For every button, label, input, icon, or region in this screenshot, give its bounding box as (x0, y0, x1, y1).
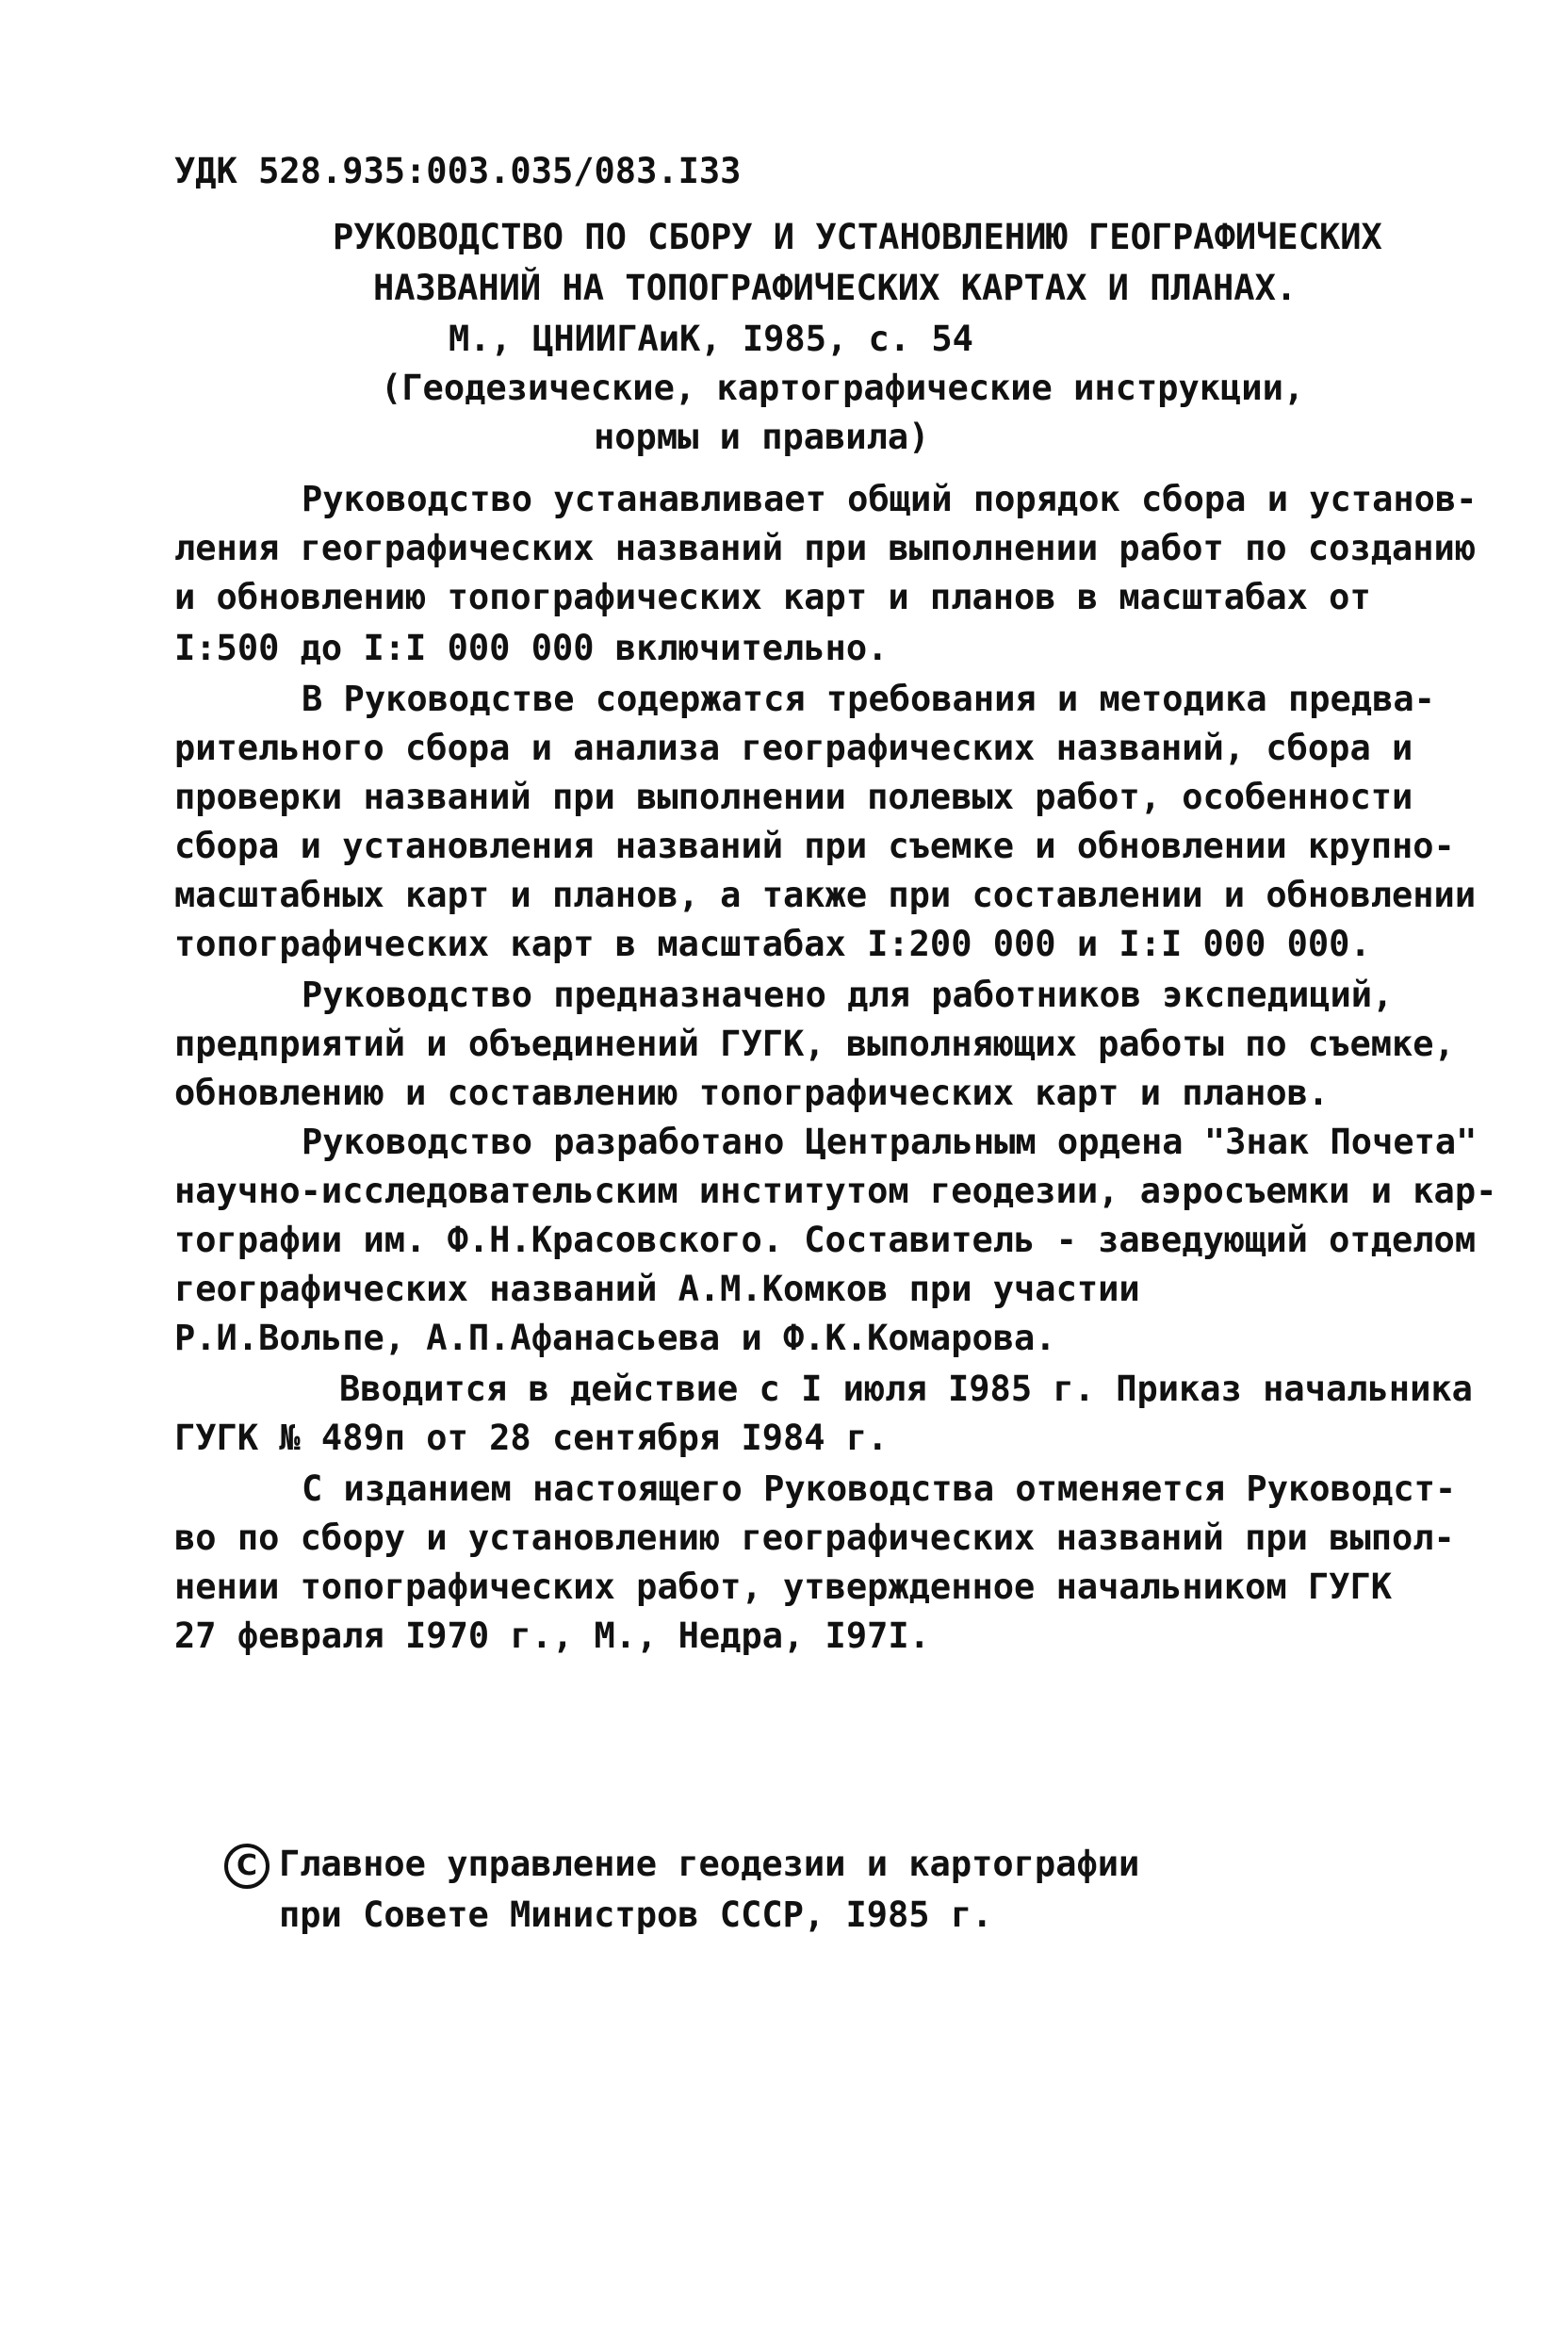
title-line-1: РУКОВОДСТВО ПО СБОРУ И УСТАНОВЛЕНИЮ ГЕОГРАФИЧЕСКИХ (333, 217, 1382, 257)
body-line: масштабных карт и планов, а также при составлении и обновлении (174, 875, 1477, 915)
body-line: Р.И.Вольпе, А.П.Афанасьева и Ф.К.Комарова. (174, 1318, 1056, 1358)
body-line: обновлению и составлению топографических карт и планов. (174, 1073, 1330, 1113)
body-line: Руководство разработано Центральным ордена "Знак Почета" (302, 1122, 1478, 1162)
body-line: С изданием настоящего Руководства отменяется Руководст- (302, 1468, 1457, 1509)
body-line: 27 февраля I970 г., М., Недра, I97I. (174, 1615, 930, 1656)
title-line-2: НАЗВАНИЙ НА ТОПОГРАФИЧЕСКИХ КАРТАХ И ПЛАНАХ. (373, 268, 1298, 308)
body-line: тографии им. Ф.Н.Красовского. Составитель - заведующий отделом (174, 1220, 1477, 1260)
body-line: рительного сбора и анализа географических названий, сбора и (174, 728, 1413, 768)
body-line: ления географических названий при выполнении работ по созданию (174, 528, 1477, 568)
udc-code: УДК 528.935:003.035/083.I33 (174, 151, 742, 191)
copyright-icon: C (224, 1844, 270, 1889)
body-line: ГУГК № 489п от 28 сентября I984 г. (174, 1418, 889, 1458)
body-line: Руководство предназначено для работников экспедиций, (302, 975, 1394, 1015)
body-line: научно-исследовательским институтом геодезии, аэросъемки и кар- (174, 1171, 1497, 1211)
title-line-3: М., ЦНИИГАиК, I985, с. 54 (449, 319, 973, 359)
body-line: В Руководстве содержатся требования и методика предва- (302, 679, 1435, 719)
body-line: во по сбору и установлению географических названий при выпол- (174, 1517, 1455, 1558)
copyright-line-1: Главное управление геодезии и картографии (279, 1844, 1140, 1884)
body-line: Руководство устанавливает общий порядок сбора и установ- (302, 479, 1478, 519)
title-line-5: нормы и правила) (594, 417, 930, 457)
body-line: топографических карт в масштабах I:200 000 и I:I 000 000. (174, 924, 1371, 964)
body-line: Вводится в действие с I июля I985 г. Приказ начальника (339, 1369, 1473, 1409)
body-line: предприятий и объединений ГУГК, выполняющих работы по съемке, (174, 1024, 1455, 1064)
body-line: I:500 до I:I 000 000 включительно. (174, 628, 889, 668)
body-line: и обновлению топографических карт и планов в масштабах от (174, 577, 1371, 617)
body-line: проверки названий при выполнении полевых работ, особенности (174, 777, 1413, 817)
body-line: сбора и установления названий при съемке и обновлении крупно- (174, 826, 1455, 866)
copyright-line-2: при Совете Министров СССР, I985 г. (279, 1894, 993, 1935)
title-line-4: (Геодезические, картографические инструкции, (381, 368, 1305, 408)
body-line: географических названий А.М.Комков при участии (174, 1269, 1140, 1309)
body-line: нении топографических работ, утвержденное начальником ГУГК (174, 1566, 1393, 1607)
